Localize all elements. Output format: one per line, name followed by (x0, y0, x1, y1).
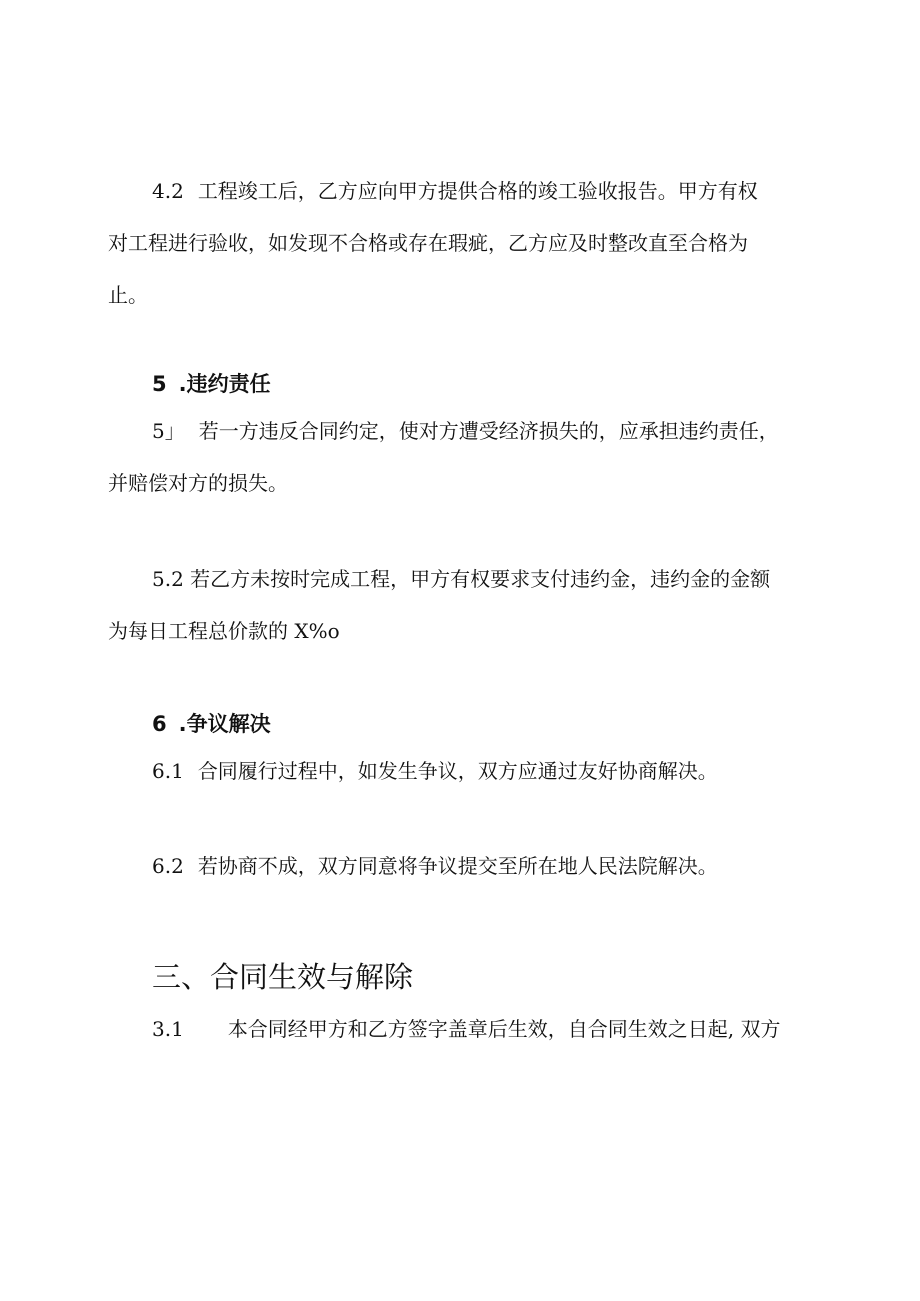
section-number: 5 (152, 372, 167, 396)
clause-text: 若协商不成，双方同意将争议提交至所在地人民法院解决。 (197, 854, 718, 878)
clause-6-2 (108, 840, 818, 892)
section-title: .违约责任 (178, 372, 271, 396)
clause-number: 5」 (152, 419, 185, 443)
clause-5-1-line-1: 5」 若一方违反合同约定，使对方遭受经济损失的，应承担违约责任， (108, 405, 818, 457)
clause-text: 合同履行过程中，如发生争议，双方应通过友好协商解决。 (197, 759, 718, 783)
section-heading-5 (152, 368, 271, 398)
clause-6-1 (108, 745, 818, 797)
clause-3-1 (108, 1003, 818, 1055)
chapter-heading-3: 三、合同生效与解除 (152, 960, 414, 994)
clause-5-1 (108, 405, 818, 509)
section-heading-6 (152, 708, 271, 738)
clause-5-2 (108, 553, 818, 657)
clause-text: 本合同经甲方和乙方签字盖章后生效，自合同生效之日起, 双方 (227, 1017, 781, 1041)
clause-5-2-line-2: 为每日工程总价款的 X%o (108, 619, 340, 643)
clause-4-2-line-1: 4.2 工程竣工后，乙方应向甲方提供合格的竣工验收报告。甲方有权 (108, 165, 818, 217)
clause-5-2-line-1: 5.2 若乙方未按时完成工程，甲方有权要求支付违约金，违约金的金额 (152, 567, 771, 591)
clause-4-2-line-2: 对工程进行验收，如发现不合格或存在瑕疵，乙方应及时整改直至合格为 (108, 231, 748, 255)
clause-4-2 (108, 165, 818, 321)
section-number: 6 (152, 712, 167, 736)
clause-4-2-line-3: 止。 (108, 283, 148, 307)
clause-number: 3.1 (152, 1017, 184, 1041)
clause-number: 6.2 (152, 854, 184, 878)
clause-5-1-line-2: 并赔偿对方的损失。 (108, 471, 288, 495)
section-title: .争议解决 (178, 712, 271, 736)
clause-number: 4.2 (152, 179, 184, 203)
clause-number: 6.1 (152, 759, 184, 783)
